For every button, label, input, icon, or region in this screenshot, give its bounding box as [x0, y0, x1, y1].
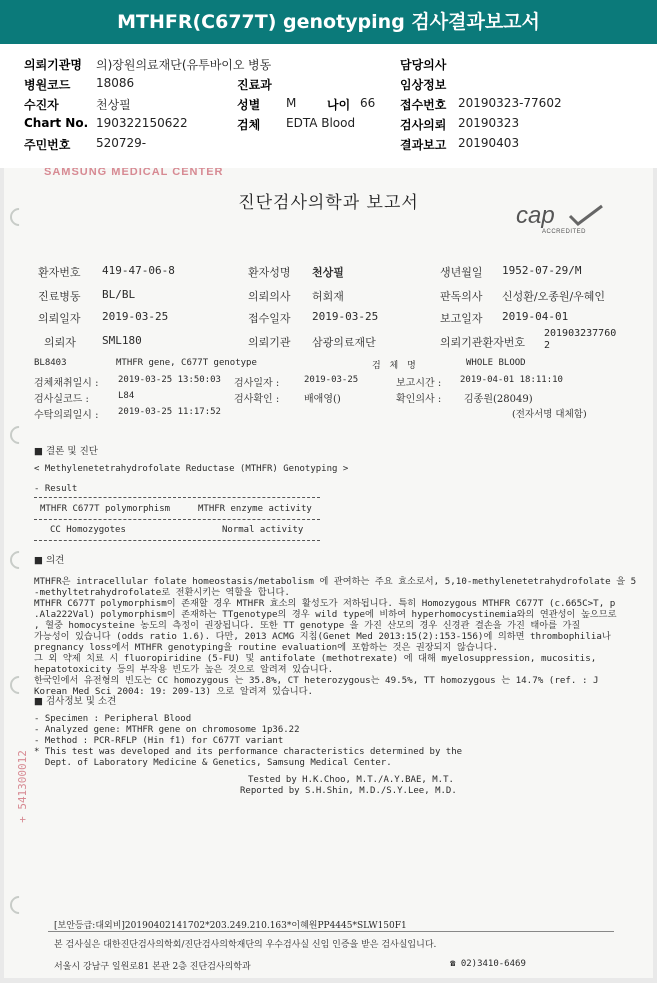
info-value: BL/BL [102, 288, 136, 301]
info-label: 환자성명 [248, 266, 291, 279]
reported-by: Reported by S.H.Shin, M.D./S.Y.Lee, M.D. [240, 786, 457, 796]
certification-line: 본 검사실은 대한진단검사의학회/진단검사의학재단의 우수검사실 신임 인증을 받은 검사실입니다. [54, 940, 437, 950]
info-label: 의뢰기관환자번호 [440, 336, 526, 349]
patient-value: 천상필 [96, 98, 131, 112]
conclusion-heading: ■ 결론 및 진단 [34, 446, 98, 457]
patient-label: 수진자 [24, 98, 59, 112]
specimen-name-value: WHOLE BLOOD [466, 358, 526, 368]
result-activity: Normal activity [222, 525, 304, 535]
footer-divider [48, 931, 614, 932]
samsung-brand-logo: SAMSUNG MEDICAL CENTER [44, 168, 224, 178]
meta-value: 2019-03-25 11:17:52 [118, 407, 221, 417]
clinic-label: 진료과 [237, 78, 272, 92]
report-banner-title: MTHFR(C677T) genotyping 검사결과보고서 [0, 0, 657, 44]
info-value: 201903237760 [544, 328, 617, 339]
chart-value: 190322150622 [96, 116, 188, 130]
tested-by: Tested by H.K.Choo, M.T./A.Y.BAE, M.T. [248, 775, 454, 785]
info-label: 환자번호 [38, 266, 81, 279]
info-value: 천상필 [312, 266, 344, 279]
meta-value: 2019-03-25 [304, 375, 359, 385]
request-value: 20190323 [458, 116, 520, 130]
info-label: 판독의사 [440, 290, 483, 303]
report-value: 20190403 [458, 136, 520, 150]
binder-hole-icon [6, 672, 31, 697]
lab-address: 서울시 강남구 일원로81 본관 2층 진단검사의학과 [54, 962, 251, 972]
cap-accredited-logo [516, 202, 616, 238]
report-label: 결과보고 [400, 138, 447, 152]
security-line: [보안등급:대외비]20190402141702*203.249.210.163*이혜원PP4445*SLW150F1 [54, 921, 407, 931]
info-value: 삼광의료재단 [312, 336, 376, 349]
info-value: 2019-04-01 [502, 310, 569, 323]
info-value: 1952-07-29/M [502, 264, 582, 277]
doctor-label: 담당의사 [400, 58, 447, 72]
conclusion-subtitle: < Methylenetetrahydrofolate Reductase (MTHFR) Genotyping > [34, 464, 349, 474]
reception-value: 20190323-77602 [458, 96, 562, 110]
opinion-line: 한국인에서 유전형의 빈도는 CC homozygous 는 35.8%, CT heterozygous는 49.5%, TT homozygous 는 14.7% (ref. : J [34, 675, 599, 686]
cap-logo-accredited: ACCREDITED [542, 229, 587, 235]
sex-value: M [286, 96, 297, 110]
request-info-header [0, 44, 657, 168]
opinion-heading: ■ 의견 [34, 555, 65, 566]
test-info-line: - Analyzed gene: MTHFR gene on chromosome 1p36.22 [34, 725, 300, 735]
age-label: 나이 [327, 98, 351, 112]
result-head: MTHFR C677T polymorphism [40, 504, 171, 514]
report-title: 진단검사의학과 보고서 [238, 193, 419, 213]
dept-label: 병동 [248, 58, 272, 72]
opinion-line: MTHFR C677T polymorphism이 존재할 경우 MTHFR 효소의 활성도가 저하됩니다. 특히 Homozygous MTHFR C677T (c.665C>T, p [34, 598, 616, 609]
hospital-code-value: 18086 [96, 76, 135, 90]
info-label: 의뢰기관 [248, 336, 291, 349]
institution-value: 의)장원의료재단(유투바이오 [96, 58, 245, 72]
result-genotype: CC Homozygotes [50, 525, 126, 535]
meta-value: L84 [118, 391, 135, 401]
opinion-line: MTHFR은 intracellular folate homeostasis/metabolism 에 관여하는 주요 효소로서, 5,10-methylenetetrahydrofolate 을 5 [34, 576, 637, 587]
meta-value: 2019-03-25 13:50:03 [118, 375, 221, 385]
result-head: MTHFR enzyme activity [198, 504, 312, 514]
age-value: 66 [360, 96, 376, 110]
side-stamp: + 541300012 [15, 750, 29, 823]
scanned-report [4, 168, 653, 978]
test-info-line: - Specimen : Peripheral Blood [34, 714, 192, 724]
sex-label: 성별 [237, 98, 261, 112]
result-label: - Result [34, 484, 78, 494]
info-label: 진료병동 [38, 290, 81, 303]
clinical-info-label: 임상정보 [400, 78, 447, 92]
specimen-value: EDTA Blood [286, 116, 356, 130]
meta-value: 김종원(28049) [464, 394, 533, 405]
meta-label: 검체채취일시 : [34, 378, 99, 389]
info-value: 2019-03-25 [102, 310, 169, 323]
checkmark-icon [568, 204, 604, 226]
binder-hole-icon [6, 892, 31, 917]
test-name: MTHFR gene, C677T genotype [116, 358, 257, 368]
meta-label: 보고시간 : [396, 378, 442, 389]
specimen-label: 검체 [237, 118, 261, 132]
opinion-line: Korean Med Sci 2004: 19: 209-13) 으로 알려져 있습니다. [34, 686, 314, 697]
meta-value: 2019-04-01 18:11:10 [460, 375, 563, 385]
meta-value: 배애영() [304, 394, 341, 405]
info-value: 2 [544, 340, 551, 351]
test-info-line: * This test was developed and its performance characteristics determined by the [34, 747, 463, 757]
test-info-heading: ■ 검사정보 및 소견 [34, 696, 117, 707]
rrn-label: 주민번호 [24, 138, 71, 152]
info-label: 의뢰의사 [248, 290, 291, 303]
opinion-line: hepatotoxicity 등의 부작용 빈도가 높은 것으로 알려져 있습니다. [34, 664, 334, 675]
info-value: SML180 [102, 334, 142, 347]
info-label: 생년월일 [440, 266, 483, 279]
institution-label: 의뢰기관명 [24, 58, 82, 72]
meta-label: 검사일자 : [234, 378, 280, 389]
lab-phone: ☎ 02)3410-6469 [450, 959, 526, 969]
binder-hole-icon [6, 422, 31, 447]
divider [34, 519, 320, 520]
info-label: 의뢰자 [44, 336, 76, 349]
request-label: 검사의뢰 [400, 118, 447, 132]
test-code: BL8403 [34, 358, 67, 368]
test-info-line: - Method : PCR-RFLP (Hin f1) for C677T variant [34, 736, 284, 746]
meta-label: 검사확인 : [234, 394, 280, 405]
meta-label: 확인의사 : [396, 394, 442, 405]
chart-label: Chart No. [24, 116, 89, 130]
test-info-line: Dept. of Laboratory Medicine & Genetics, Samsung Medical Center. [34, 758, 392, 768]
meta-label: 수탁의뢰일시 : [34, 410, 99, 421]
divider [34, 540, 320, 541]
info-value: 2019-03-25 [312, 310, 379, 323]
divider [34, 497, 320, 498]
info-value: 허회재 [312, 290, 344, 303]
info-value: 신성환/오종원/우혜인 [502, 290, 606, 303]
hospital-code-label: 병원코드 [24, 78, 71, 92]
opinion-line: .Ala222Val) polymorphism이 존재하는 TTgenotype의 경우 wild type에 비하여 hyperhomocystinemia와의 연관성이 높으므로 [34, 609, 617, 620]
reception-label: 접수번호 [400, 98, 447, 112]
opinion-line: , 혈중 homocysteine 농도의 측정이 권장됩니다. 또한 TT genotype 을 가진 산모의 경우 신경관 결손을 가진 태아를 가질 [34, 620, 581, 631]
specimen-name-label: 검 체 명 [372, 361, 419, 371]
info-label: 의뢰일자 [38, 312, 81, 325]
meta-label: 검사실코드 : [34, 394, 89, 405]
opinion-line: 가능성이 있습니다 (odds ratio 1.6). 다만, 2013 ACMG 지침(Genet Med 2013:15(2):153-156)에 의하면 thrombophilia나 [34, 631, 611, 642]
opinion-line: pregnancy loss에서 MTHFR genotyping을 routine evaluation에 포함하는 것은 권장되지 않습니다. [34, 642, 498, 653]
binder-hole-icon [6, 547, 31, 572]
opinion-line: 그 외 약제 치료 시 fluoropiridine (5-FU) 및 antifolate (methotrexate) 에 대해 myelosuppression, mucositis, [34, 653, 597, 664]
esign-note: (전자서명 대체함) [512, 409, 587, 420]
info-label: 보고일자 [440, 312, 483, 325]
opinion-line: -methyltetrahydrofolate로 전환시키는 역할을 합니다. [34, 587, 290, 598]
rrn-value: 520729- [96, 136, 147, 150]
info-label: 접수일자 [248, 312, 291, 325]
info-value: 419-47-06-8 [102, 264, 175, 277]
cap-logo-word: cap [516, 202, 555, 229]
